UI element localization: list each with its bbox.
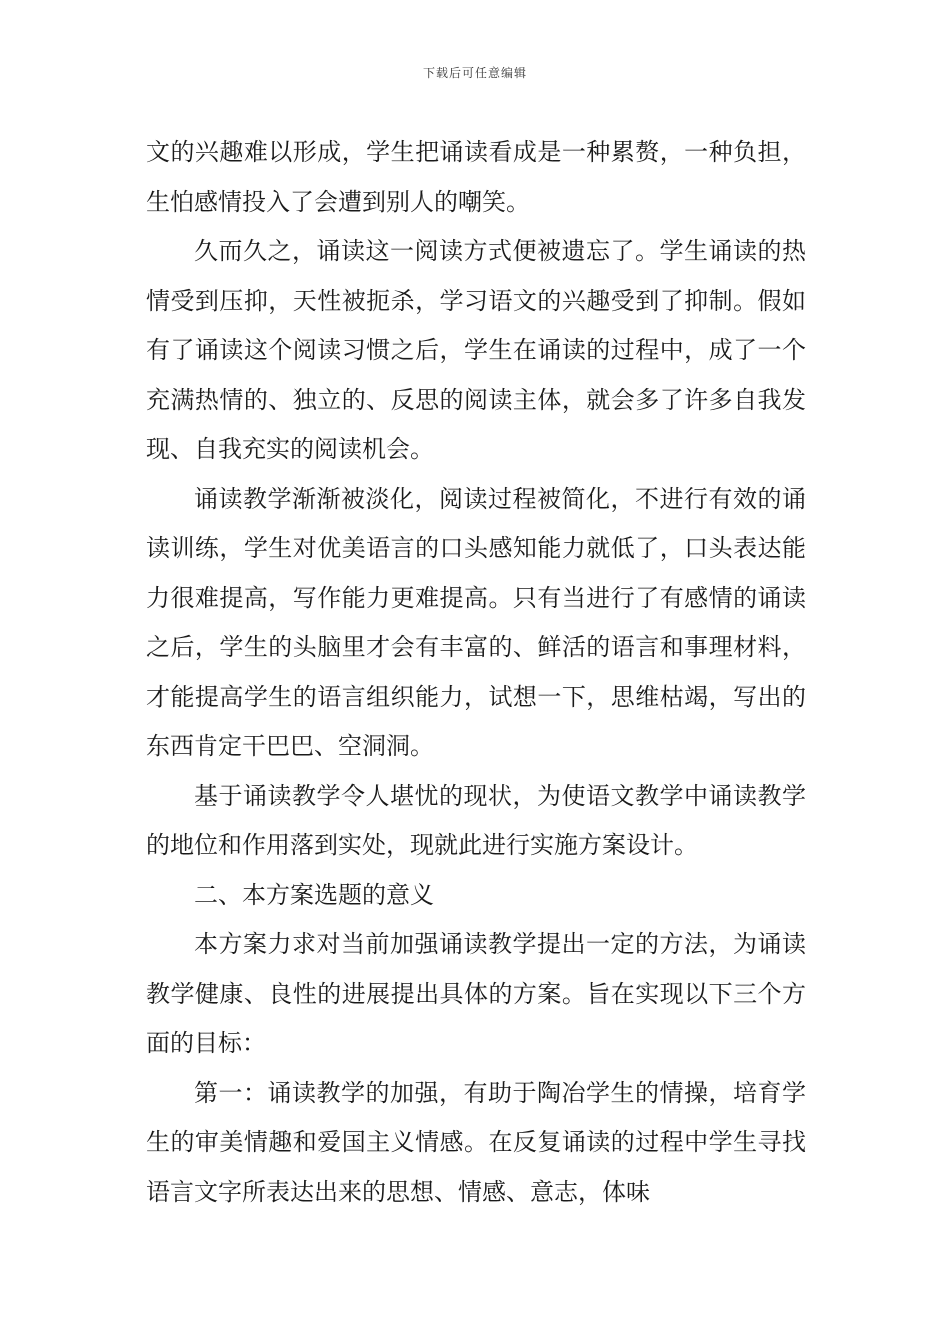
paragraph-6: 第一：诵读教学的加强，有助于陶冶学生的情操，培育学生的审美情趣和爱国主义情感。在反复诵读的过程中学生寻找语言文字所表达出来的思想、情感、意志，体味 <box>146 1078 806 1206</box>
header-note: 下载后可任意编辑 <box>422 66 527 80</box>
section-heading: 二、本方案选题的意义 <box>194 880 434 909</box>
paragraph-5: 本方案力求对当前加强诵读教学提出一定的方法，为诵读教学健康、良性的进展提出具体的方案。旨在实现以下三个方面的目标： <box>146 930 806 1057</box>
paragraph-3: 诵读教学渐渐被淡化，阅读过程被简化，不进行有效的诵读训练，学生对优美语言的口头感知能力就低了，口头表达能力很难提高，写作能力更难提高。只有当进行了有感情的诵读之后，学生的头脑里才会有丰富的、鲜活的语言和事理材料，才能提高学生的语言组织能力，试想一下，思维枯竭，写出的东西肯定干巴巴、空洞洞。 <box>146 484 806 760</box>
paragraph-4: 基于诵读教学令人堪忧的现状，为使语文教学中诵读教学的地位和作用落到实处，现就此进行实施方案设计。 <box>146 781 806 859</box>
body-text <box>146 128 806 1217</box>
paragraph-1: 文的兴趣难以形成，学生把诵读看成是一种累赘，一种负担，生怕感情投入了会遭到别人的嘲笑。 <box>146 138 806 216</box>
paragraph-2: 久而久之，诵读这一阅读方式便被遗忘了。学生诵读的热情受到压抑，天性被扼杀，学习语文的兴趣受到了抑制。假如有了诵读这个阅读习惯之后，学生在诵读的过程中，成了一个充满热情的、独立的、反思的阅读主体，就会多了许多自我发现、自我充实的阅读机会。 <box>146 237 806 463</box>
